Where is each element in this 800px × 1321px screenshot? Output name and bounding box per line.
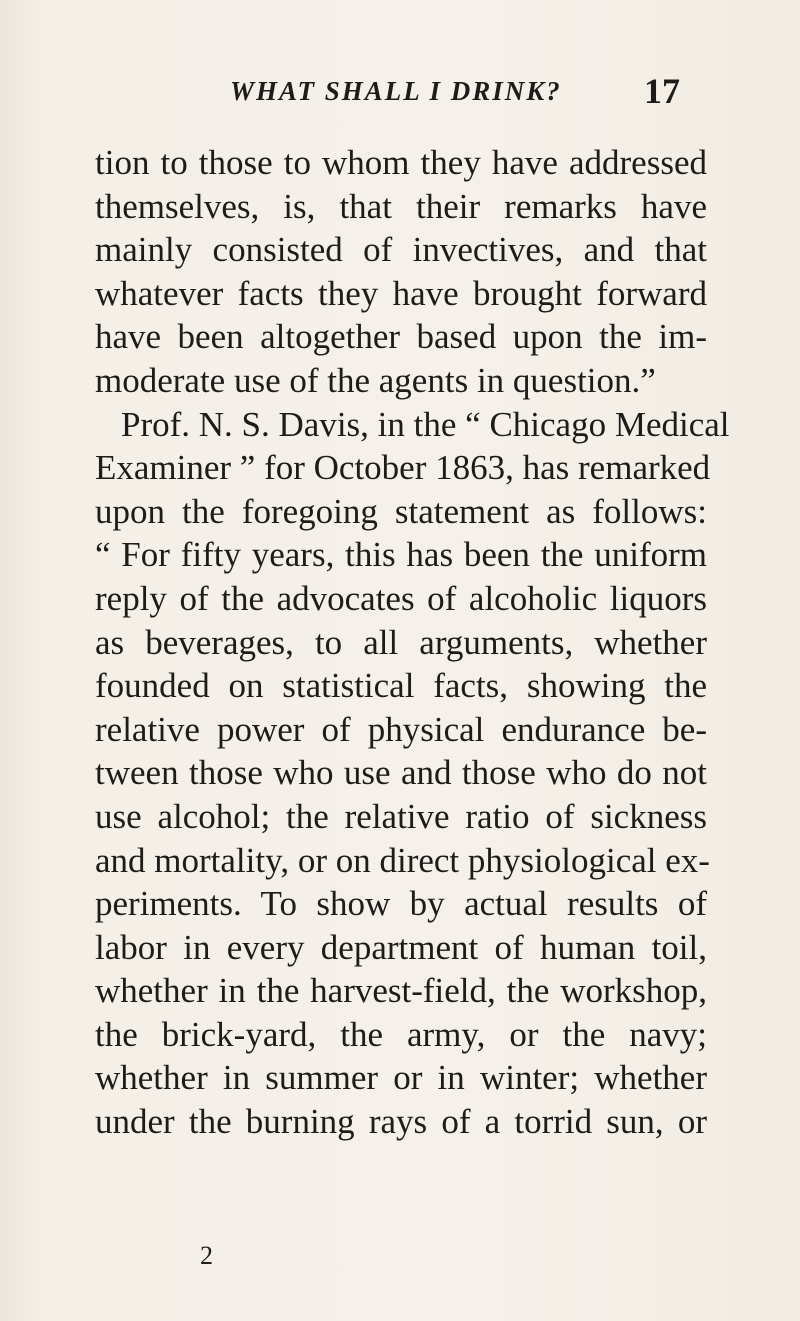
- text-line: and mortality, or on direct physiological ex-: [95, 840, 710, 880]
- page-number: 17: [644, 71, 680, 111]
- text-line: under the burning rays of a torrid sun, or: [95, 1102, 707, 1142]
- text-line: whatever facts they have brought forward: [95, 273, 707, 313]
- text-line: founded on statistical facts, showing the: [95, 666, 707, 706]
- running-head: [230, 71, 680, 116]
- body-text: [95, 141, 730, 1144]
- text-line: tween those who use and those who do not: [95, 753, 707, 793]
- text-line: reply of the advocates of alcoholic liquors: [95, 578, 707, 618]
- text-line: whether in the harvest-field, the workshop,: [95, 971, 707, 1011]
- text-line: periments. To show by actual results of: [95, 884, 707, 924]
- text-line: “ For fifty years, this has been the uniform: [95, 535, 707, 575]
- text-line: moderate use of the agents in question.”: [95, 360, 656, 400]
- text-line: Examiner ” for October 1863, has remarked: [95, 448, 711, 488]
- text-line: themselves, is, that their remarks have: [95, 186, 707, 226]
- text-line: as beverages, to all arguments, whether: [95, 622, 707, 662]
- text-line: the brick-yard, the army, or the navy;: [95, 1014, 707, 1054]
- text-line: labor in every department of human toil,: [95, 927, 707, 967]
- text-line: mainly consisted of invectives, and that: [95, 230, 707, 270]
- running-title: WHAT SHALL I DRINK?: [230, 76, 562, 106]
- text-line: tion to those to whom they have addressed: [95, 143, 707, 182]
- text-line: have been altogether based upon the im-: [95, 317, 707, 357]
- text-line: whether in summer or in winter; whether: [95, 1058, 707, 1098]
- text-line: upon the foregoing statement as follows:: [95, 491, 707, 531]
- text-line: Prof. N. S. Davis, in the “ Chicago Medical: [121, 404, 730, 444]
- text-line: use alcohol; the relative ratio of sickness: [95, 796, 707, 836]
- text-line: relative power of physical endurance be-: [95, 709, 707, 749]
- signature-mark: 2: [200, 1241, 213, 1270]
